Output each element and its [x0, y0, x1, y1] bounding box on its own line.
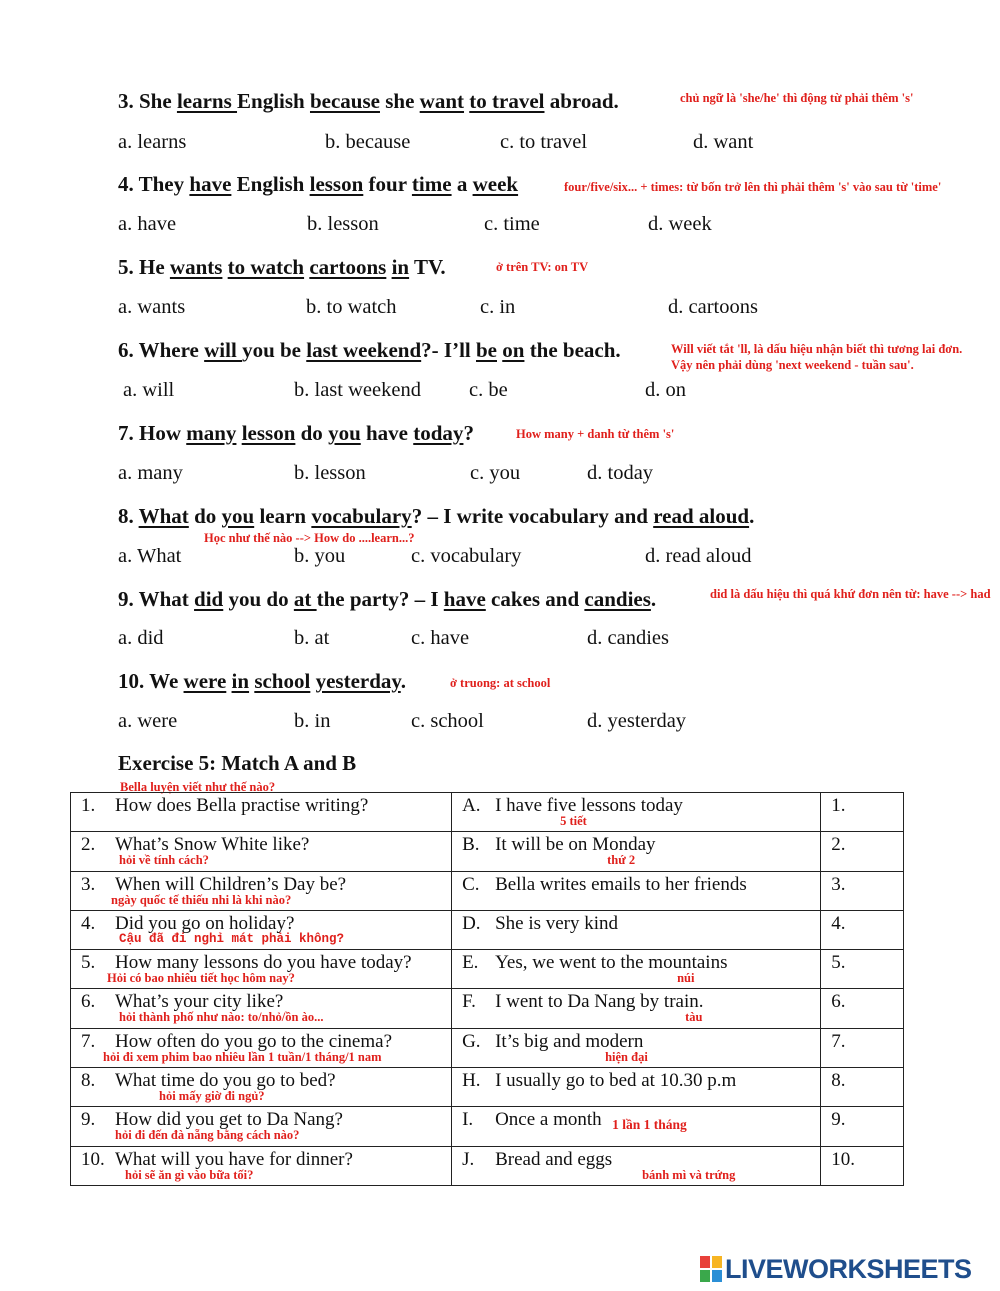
note-column-b: hiện đại: [605, 1049, 648, 1064]
logo-block: [712, 1256, 722, 1268]
answer-number: 5.: [831, 952, 846, 974]
answer-cell[interactable]: [821, 832, 904, 871]
column-a-cell: [71, 989, 452, 1028]
column-b-cell: [452, 1107, 821, 1146]
row-number: 6.: [81, 991, 96, 1013]
question-3: [118, 89, 619, 114]
answer-option: d. on: [645, 379, 686, 401]
answer-number: 8.: [831, 1070, 846, 1092]
option-letter: I.: [462, 1109, 474, 1131]
question-a: When will Children’s Day be?: [115, 873, 347, 895]
option-letter: J.: [462, 1148, 475, 1170]
question-a: How does Bella practise writing?: [115, 795, 369, 816]
row-number: 2.: [81, 834, 96, 856]
question-text: the beach.: [524, 338, 621, 362]
logo-block: [712, 1270, 722, 1282]
note-column-a: hỏi mấy giờ đi ngủ?: [159, 1089, 265, 1104]
answer-option: c. vocabulary: [411, 545, 522, 567]
answer-option: d. cartoons: [668, 296, 758, 318]
answer-option: b. last weekend: [294, 379, 421, 401]
underlined-word: yesterday: [315, 669, 401, 693]
table-row: [71, 950, 904, 989]
underlined-word: cartoons: [309, 255, 387, 279]
column-b-cell: [452, 1146, 821, 1185]
note-column-b: núi: [677, 971, 695, 986]
question-text: ? – I write vocabulary and: [411, 504, 654, 528]
note-question-8: Học như thế nào --> How do ....learn...?: [204, 531, 415, 545]
logo-text: LIVEWORKSHEETS: [725, 1253, 972, 1284]
question-text: ?: [463, 421, 474, 445]
question-text: English: [231, 172, 310, 196]
question-text: you be: [242, 338, 307, 362]
underlined-word: you: [328, 421, 361, 445]
column-a-cell: [71, 910, 452, 949]
column-b-cell: [452, 1068, 821, 1107]
column-a-cell: [71, 1028, 452, 1067]
question-text: do: [188, 504, 222, 528]
note-column-a: hỏi đi đến đà nẵng bằng cách nào?: [115, 1128, 300, 1143]
answer-option: b. lesson: [294, 462, 366, 484]
underlined-word: will: [204, 338, 243, 362]
column-a-cell: [71, 950, 452, 989]
answer-option: d. yesterday: [587, 710, 687, 732]
answer-option: c. be: [469, 379, 508, 401]
underlined-word: because: [309, 89, 380, 113]
table-row: [71, 1068, 904, 1107]
table-row: [71, 989, 904, 1028]
note-column-a: hỏi về tính cách?: [119, 853, 209, 868]
answer-b: Bread and eggs: [495, 1148, 613, 1170]
answer-cell[interactable]: [821, 1028, 904, 1067]
answer-cell[interactable]: [821, 1068, 904, 1107]
note-question-6: Will viết tắt 'll, là dấu hiệu nhận biết thì tương lai đơn. Vậy nên phải dùng 'next weekend - tuần sau'.: [671, 342, 963, 372]
underlined-word: week: [472, 172, 519, 196]
note-question-7: How many + danh từ thêm 's': [516, 427, 675, 441]
match-table: [70, 792, 904, 1186]
answer-option: b. you: [294, 545, 346, 567]
column-b-cell: [452, 910, 821, 949]
table-row: [71, 1107, 904, 1146]
answer-cell[interactable]: [821, 950, 904, 989]
answer-b: Yes, we went to the mountains: [495, 952, 728, 974]
answer-option: c. you: [470, 462, 521, 484]
underlined-word: have: [189, 172, 232, 196]
question-a: How did you get to Da Nang?: [115, 1109, 343, 1131]
note-column-a: Cậu đã đi nghỉ mát phải không?: [119, 931, 345, 946]
underlined-word: in: [391, 255, 410, 279]
question-text: 7. How: [118, 421, 187, 445]
question-text: 9. What: [118, 587, 195, 611]
question-a: How many lessons do you have today?: [115, 952, 412, 974]
answer-cell[interactable]: [821, 793, 904, 832]
note-column-a: ngày quốc tế thiếu nhi là khi nào?: [111, 892, 292, 907]
question-text: .: [400, 669, 406, 693]
question-a: What’s your city like?: [115, 991, 284, 1013]
row-number: 9.: [81, 1109, 96, 1131]
question-text: English: [237, 89, 310, 113]
question-text: 5. He: [118, 255, 170, 279]
underlined-word: many: [186, 421, 237, 445]
answer-option: d. week: [648, 213, 712, 235]
answer-b: Bella writes emails to her friends: [495, 873, 747, 895]
row-number: 5.: [81, 952, 96, 974]
note-column-b: bánh mì và trứng: [642, 1167, 736, 1182]
note-column-b: 5 tiết: [560, 814, 587, 828]
answer-b: She is very kind: [495, 912, 619, 934]
table-row: [71, 910, 904, 949]
question-text: four: [363, 172, 412, 196]
column-b-cell: [452, 793, 821, 832]
answer-b: It will be on Monday: [495, 834, 656, 856]
question-text: cakes and: [485, 587, 585, 611]
answer-number: 2.: [831, 834, 846, 856]
note-column-a: hỏi thành phố như nào: to/nhỏ/ồn ào...: [119, 1010, 324, 1025]
answer-b: I have five lessons today: [495, 795, 683, 816]
question-text: abroad.: [544, 89, 619, 113]
answer-option: d. want: [693, 131, 754, 153]
question-a: What’s Snow White like?: [115, 834, 310, 856]
answer-number: 10.: [831, 1148, 855, 1170]
option-letter: C.: [462, 873, 480, 895]
answer-b: I went to Da Nang by train.: [495, 991, 704, 1013]
answer-option: c. have: [411, 627, 470, 649]
underlined-word: want: [419, 89, 465, 113]
option-letter: A.: [462, 795, 481, 816]
question-text: 3. She: [118, 89, 177, 113]
answer-option: a. have: [118, 213, 177, 235]
underlined-word: you: [221, 504, 255, 528]
table-row: [71, 1146, 904, 1185]
question-text: TV.: [409, 255, 446, 279]
question-8: [118, 504, 754, 529]
row-number: 10.: [81, 1148, 105, 1170]
note-column-a: Hỏi có bao nhiêu tiết học hôm nay?: [107, 971, 295, 986]
question-a: How often do you go to the cinema?: [115, 1030, 393, 1052]
question-text: ?- I’ll: [421, 338, 476, 362]
liveworksheets-logo-icon: [700, 1256, 722, 1282]
note-question-9: did là dấu hiệu thì quá khứ đơn nên từ: have --> had: [710, 587, 991, 601]
note-column-b: tàu: [685, 1010, 703, 1025]
answer-b: It’s big and modern: [495, 1030, 644, 1052]
question-a: What time do you go to bed?: [115, 1070, 336, 1092]
table-row: [71, 1028, 904, 1067]
underlined-word: lesson: [309, 172, 364, 196]
answer-option: a. learns: [118, 131, 187, 153]
answer-option: c. school: [411, 710, 484, 732]
underlined-word: vocabulary: [311, 504, 412, 528]
table-row: [71, 793, 904, 832]
option-letter: H.: [462, 1070, 481, 1092]
question-text: the party? – I: [316, 587, 444, 611]
underlined-word: learns: [176, 89, 238, 113]
question-9: [118, 587, 656, 612]
column-b-cell: [452, 871, 821, 910]
question-text: 8.: [118, 504, 139, 528]
answer-cell[interactable]: [821, 1146, 904, 1185]
underlined-word: did: [194, 587, 224, 611]
note-question-3: chủ ngữ là 'she/he' thì động từ phải thêm 's': [680, 91, 914, 105]
question-a: What will you have for dinner?: [115, 1148, 353, 1170]
underlined-word: time: [411, 172, 452, 196]
answer-number: 3.: [831, 873, 846, 895]
question-text: have: [360, 421, 414, 445]
answer-number: 4.: [831, 912, 846, 934]
answer-option: a. were: [118, 710, 178, 732]
column-b-cell: [452, 989, 821, 1028]
question-text: do: [295, 421, 329, 445]
answer-cell[interactable]: [821, 1107, 904, 1146]
answer-b: I usually go to bed at 10.30 p.m: [495, 1070, 737, 1092]
question-text: you do: [223, 587, 294, 611]
underlined-word: wants: [169, 255, 223, 279]
answer-option: b. to watch: [306, 296, 397, 318]
note-column-a: hỏi sẽ ăn gì vào bữa tối?: [125, 1167, 254, 1182]
option-letter: D.: [462, 912, 481, 934]
answer-option: b. in: [294, 710, 331, 732]
answer-option: a. wants: [118, 296, 186, 318]
logo-block: [700, 1270, 710, 1282]
underlined-word: on: [502, 338, 525, 362]
row-number: 7.: [81, 1030, 96, 1052]
answer-option: c. in: [480, 296, 516, 318]
underlined-word: be: [476, 338, 497, 362]
question-text: she: [379, 89, 420, 113]
answer-number: 1.: [831, 795, 846, 816]
column-a-cell: [71, 832, 452, 871]
column-a-cell: [71, 1068, 452, 1107]
answer-option: a. will: [123, 379, 175, 401]
row-number: 8.: [81, 1070, 96, 1092]
underlined-word: today: [413, 421, 464, 445]
answer-number: 9.: [831, 1109, 846, 1131]
underlined-word: to travel: [469, 89, 545, 113]
answer-option: c. to travel: [500, 131, 588, 153]
note-question-10: ở truong: at school: [450, 676, 551, 690]
question-10: [118, 669, 406, 694]
logo-block: [700, 1256, 710, 1268]
question-text: 4. They: [118, 172, 190, 196]
column-a-cell: [71, 1107, 452, 1146]
column-b-cell: [452, 1028, 821, 1067]
answer-option: d. today: [587, 462, 654, 484]
question-text: a: [451, 172, 473, 196]
row-number: 1.: [81, 795, 96, 816]
answer-cell[interactable]: [821, 989, 904, 1028]
answer-option: a. did: [118, 627, 164, 649]
note-column-b: thứ 2: [607, 853, 636, 868]
column-b-cell: [452, 950, 821, 989]
question-text: 6. Where: [118, 338, 205, 362]
underlined-word: school: [254, 669, 311, 693]
question-text: .: [650, 587, 657, 611]
answer-option: c. time: [484, 213, 540, 235]
question-a: Did you go on holiday?: [115, 912, 295, 934]
underlined-word: lesson: [241, 421, 296, 445]
row-number: 4.: [81, 912, 96, 934]
underlined-word: to watch: [227, 255, 305, 279]
exercise-5-note: Bella luyện viết như thế nào?: [120, 780, 276, 794]
answer-cell[interactable]: [821, 910, 904, 949]
answer-option: d. candies: [587, 627, 669, 649]
answer-option: a. What: [118, 545, 182, 567]
underlined-word: What: [138, 504, 189, 528]
answer-number: 6.: [831, 991, 846, 1013]
option-letter: B.: [462, 834, 480, 856]
underlined-word: have: [443, 587, 486, 611]
answer-cell[interactable]: [821, 871, 904, 910]
question-text: .: [749, 504, 755, 528]
answer-option: a. many: [118, 462, 183, 484]
question-4: [118, 172, 518, 197]
liveworksheets-logo: [700, 1254, 972, 1284]
row-number: 3.: [81, 873, 96, 895]
answer-number: 7.: [831, 1030, 846, 1052]
note-question-5: ở trên TV: on TV: [496, 260, 589, 274]
column-a-cell: [71, 871, 452, 910]
question-7: [118, 421, 474, 446]
underlined-word: candies: [584, 587, 651, 611]
option-letter: G.: [462, 1030, 481, 1052]
exercise-5-title: Exercise 5: Match A and B: [118, 751, 357, 775]
column-b-cell: [452, 832, 821, 871]
answer-option: b. because: [325, 131, 411, 153]
table-row: [71, 832, 904, 871]
underlined-word: read aloud: [653, 504, 750, 528]
column-a-cell: [71, 793, 452, 832]
answer-option: b. lesson: [307, 213, 379, 235]
note-question-4: four/five/six... + times: từ bốn trở lên thì phải thêm 's' vào sau từ 'time': [564, 180, 942, 194]
underlined-word: in: [231, 669, 250, 693]
column-a-cell: [71, 1146, 452, 1185]
underlined-word: at: [293, 587, 317, 611]
underlined-word: last weekend: [306, 338, 422, 362]
option-letter: E.: [462, 952, 479, 974]
answer-option: b. at: [294, 627, 330, 649]
answer-b: Once a month: [495, 1109, 602, 1131]
option-letter: F.: [462, 991, 476, 1013]
underlined-word: were: [183, 669, 227, 693]
question-5: [118, 255, 446, 280]
question-text: learn: [254, 504, 312, 528]
question-text: 10. We: [118, 669, 184, 693]
note-column-b: 1 lần 1 tháng: [612, 1117, 687, 1133]
table-row: [71, 871, 904, 910]
answer-option: d. read aloud: [645, 545, 752, 567]
note-column-a: hỏi đi xem phim bao nhiêu lần 1 tuần/1 tháng/1 nam: [103, 1049, 382, 1064]
question-6: [118, 338, 621, 363]
